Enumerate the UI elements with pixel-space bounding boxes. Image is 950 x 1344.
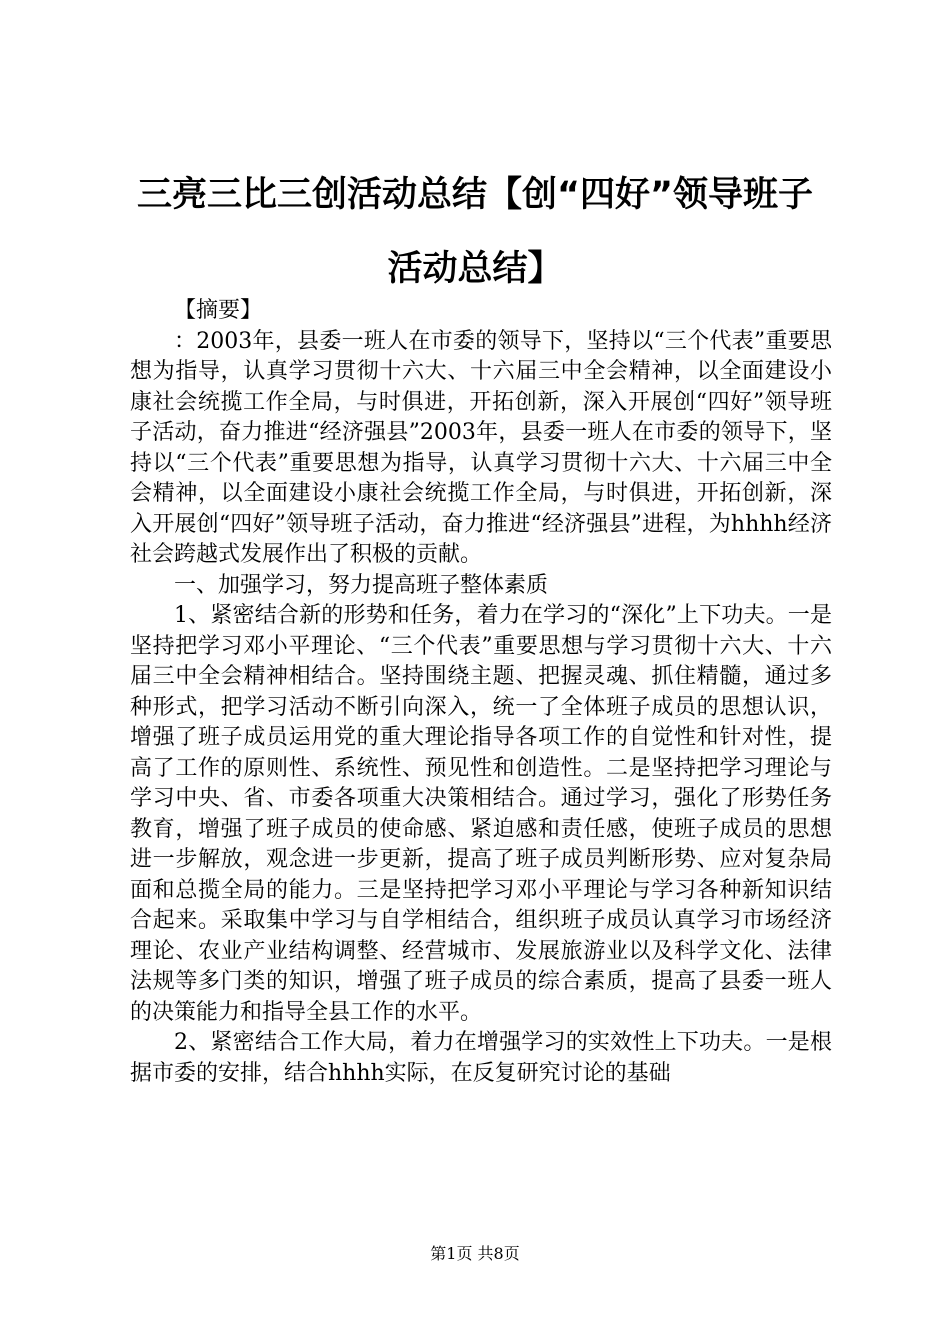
section-heading-1: 一、加强学习，努力提高班子整体素质: [174, 572, 549, 598]
document-title: [100, 158, 850, 306]
page-number-indicator: 第1页 共8页: [430, 1244, 520, 1263]
abstract-paragraph: ：2003年，县委一班人在市委的领导下，坚持以“三个代表”重要思想为指导，认真学习贯彻十六大、十六届三中全会精神，以全面建设小康社会统揽工作全局，与时俱进，开拓创新，深入开展创“四好”领导班子活动，奋力推进“经济强县”2003年，县委一班人在市委的领导下，坚持以“三个代表”重要思想为指导，认真学习贯彻十六大、十六届三中全会精神，以全面建设小康社会统揽工作全局，与时俱进，开拓创新，深入开展创“四好”领导班子活动，奋力推进“经济强县”进程，为hhhh经济社会跨越式发展作出了积极的贡献。: [130, 328, 832, 567]
document-title-line-2: 活动总结】: [387, 249, 563, 289]
body-paragraph-1: 1、紧密结合新的形势和任务，着力在学习的“深化”上下功夫。一是坚持把学习邓小平理论、“三个代表”重要思想与学习贯彻十六大、十六届三中全会精神相结合。坚持围绕主题、把握灵魂、抓住精髓，通过多种形式，把学习活动不断引向深入，统一了全体班子成员的思想认识，增强了班子成员运用党的重大理论指导各项工作的自觉性和针对性，提高了工作的原则性、系统性、预见性和创造性。二是坚持把学习理论与学习中央、省、市委各项重大决策相结合。通过学习，强化了形势任务教育，增强了班子成员的使命感、紧迫感和责任感，使班子成员的思想进一步解放，观念进一步更新，提高了班子成员判断形势、应对复杂局面和总揽全局的能力。三是坚持把学习邓小平理论与学习各种新知识结合起来。采取集中学习与自学相结合，组织班子成员认真学习市场经济理论、农业产业结构调整、经营城市、发展旅游业以及科学文化、法律法规等多门类的知识，增强了班子成员的综合素质，提高了县委一班人的决策能力和指导全县工作的水平。: [130, 603, 832, 1025]
document-title-line-1: 三亮三比三创活动总结【创“四好”领导班子: [136, 175, 813, 215]
document-body: [130, 296, 832, 1089]
page-footer: [0, 1244, 950, 1264]
body-paragraph-2: 2、紧密结合工作大局，着力在增强学习的实效性上下功夫。一是根据市委的安排，结合hhhh实际，在反复研究讨论的基础: [130, 1030, 832, 1086]
abstract-heading: 【摘要】: [174, 298, 263, 323]
